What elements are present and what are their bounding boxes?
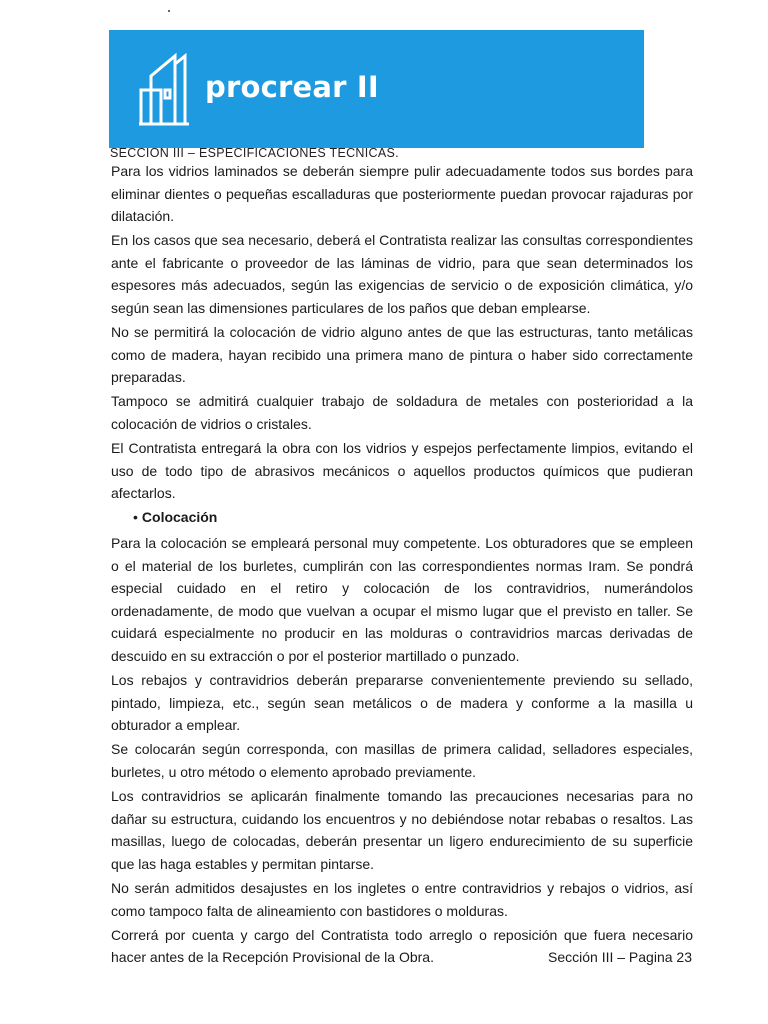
paragraph: El Contratista entregará la obra con los vidrios y espejos perfectamente limpios, evitando el uso de todo tipo de abrasivos mecánicos o aquellos productos químicos que pudieran afectarlos. xyxy=(111,440,693,502)
document-body xyxy=(111,160,693,970)
procrear-banner xyxy=(109,30,644,148)
paragraph: No se permitirá la colocación de vidrio alguno antes de que las estructuras, tanto metálicas como de madera, hayan recibido una primera mano de pintura o haber sido correctamente preparadas. xyxy=(111,324,693,386)
section-title: SECCION III – ESPECIFICACIONES TECNICAS. xyxy=(110,146,399,160)
subheading-label: Colocación xyxy=(141,509,218,526)
building-outline-icon xyxy=(139,44,191,130)
brand-logo-text: procrear II xyxy=(205,70,379,104)
paragraph: Para los vidrios laminados se deberán siempre pulir adecuadamente todos sus bordes para eliminar dientes o pequeñas escalladuras que posteriormente puedan provocar rajaduras por dilatación. xyxy=(111,163,693,225)
paragraph: Los contravidrios se aplicarán finalmente tomando las precauciones necesarias para no dañar su estructura, cuidando los encuentros y no debiéndose notar rebabas o resaltos. Las masillas, luego de colocadas, deberán presentar un ligero endurecimiento de su superficie que las haga estables y permitan pintarse. xyxy=(111,788,693,872)
page-footer: Sección III – Pagina 23 xyxy=(548,949,692,965)
paragraph: Para la colocación se empleará personal muy competente. Los obturadores que se empleen o el material de los burletes, cumplirán con las correspondientes normas Iram. Se pondrá especial cuidado en el retiro y colocación de los contravidrios, numerándolos ordenadamente, de modo que vuelvan a ocupar el mismo lugar que el previsto en taller. Se cuidará especialmente no producir en las molduras o contravidrios marcas derivadas de descuido en su extracción o por el posterior martillado o punzado. xyxy=(111,535,693,664)
paragraph: En los casos que sea necesario, deberá el Contratista realizar las consultas correspondientes ante el fabricante o proveedor de las láminas de vidrio, para que sean determinados los espesores más adecuados, según las exigencias de servicio o de exposición climática, y/o según sean las dimensiones particulares de los paños que deban emplearse. xyxy=(111,232,693,317)
stray-dot xyxy=(168,10,170,12)
paragraph: Los rebajos y contravidrios deberán prepararse convenientemente previendo su sellado, pintado, limpieza, etc., según sean metálicos o de madera y conforme a la masilla u obturador a emplear. xyxy=(111,672,693,734)
subheading-colocacion xyxy=(111,506,693,529)
bullet-icon: • xyxy=(133,509,138,526)
paragraph: Correrá por cuenta y cargo del Contratista todo arreglo o reposición que fuera necesario hacer antes de la Recepción Provisional de la Obra. xyxy=(111,926,693,966)
paragraph: Tampoco se admitirá cualquier trabajo de soldadura de metales con posterioridad a la colocación de vidrios o cristales. xyxy=(111,393,693,433)
paragraph: Se colocarán según corresponda, con masillas de primera calidad, selladores especiales, burletes, u otro método o elemento aprobado previamente. xyxy=(111,741,693,780)
paragraph: No serán admitidos desajustes en los ingletes o entre contravidrios y rebajos o vidrios, así como tampoco falta de alineamiento con bastidores o molduras. xyxy=(111,879,693,919)
